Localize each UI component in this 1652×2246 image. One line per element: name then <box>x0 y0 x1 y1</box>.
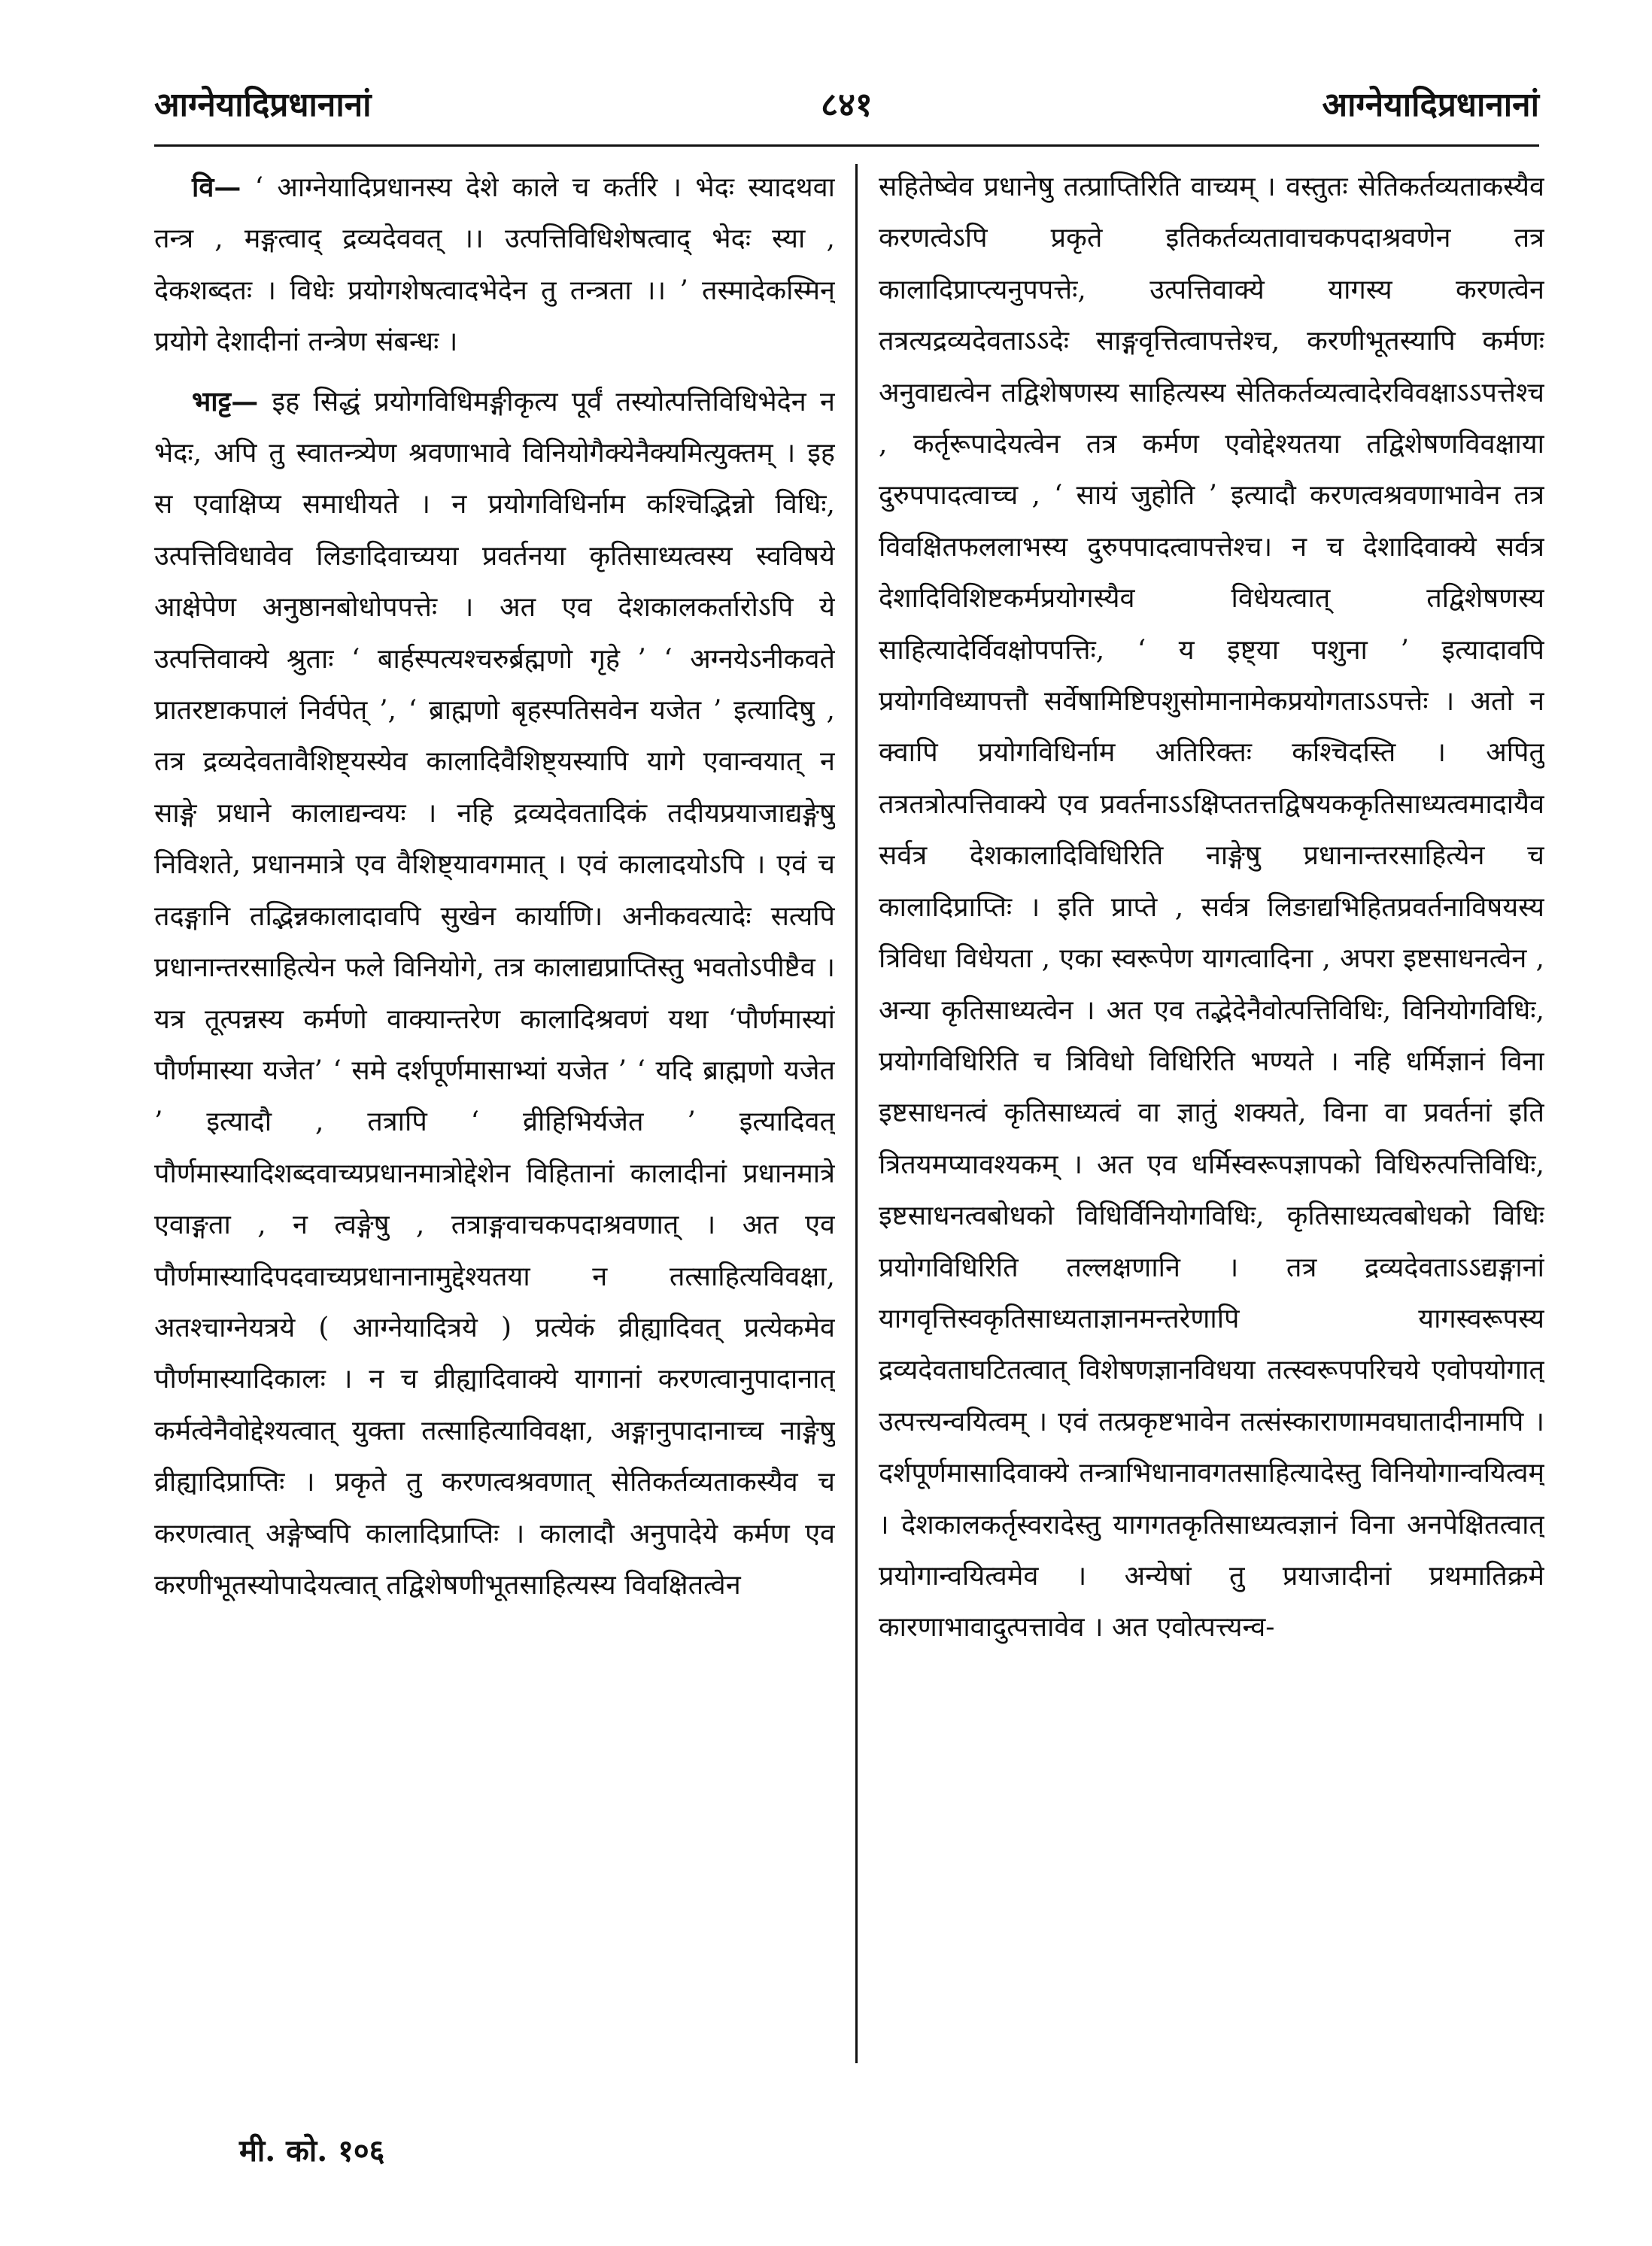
right-column-text: सहितेष्वेव प्रधानेषु तत्प्राप्तिरिति वाच्यम् । वस्तुतः सेतिकर्तव्यताकस्यैव करणत्वेऽपि प्रकृते इतिकर्तव्यतावाचकपदाश्रवणेन तत्र कालादिप्राप्त्यनुपपत्तेः, उत्पत्तिवाक्ये यागस्य करणत्वेन तत्रत्यद्रव्यदेवताऽऽदेः साङ्गवृत्तित्वापत्तेश्च, करणीभूतस्यापि कर्मणः अनुवाद्यत्वेन तद्विशेषणस्य साहित्यस्य सेतिकर्तव्यत्वादेरविवक्षाऽऽपत्तेश्च , कर्तृरूपादेयत्वेन तत्र कर्मण एवोद्देश्यतया तद्विशेषणविवक्षाया दुरुपपादत्वाच्च , ‘ सायं जुहोति ’ इत्यादौ करणत्वश्रवणाभावेन तत्र विवक्षितफललाभस्य दुरुपपादत्वापत्तेश्च। न च देशादिवाक्ये सर्वत्र देशादिविशिष्टकर्मप्रयोगस्यैव विधेयत्वात् तद्विशेषणस्य साहित्यादेर्विवक्षोपपत्तिः, ‘ य इष्ट्या पशुना ’ इत्यादावपि प्रयोगविध्यापत्तौ सर्वेषामिष्टिपशुसोमानामेकप्रयोगताऽऽपत्तेः । अतो न क्वापि प्रयोगविधिर्नाम अतिरिक्तः कश्चिदस्ति । अपितु तत्रतत्रोत्पत्तिवाक्ये एव प्रवर्तनाऽऽक्षिप्ततत्तद्विषयककृतिसाध्यत्वमादायैव सर्वत्र देशकालादिविधिरिति नाङ्गेषु प्रधानान्तरसाहित्येन च कालादिप्राप्तिः । इति प्राप्ते , सर्वत्र लिङाद्यभिहितप्रवर्तनाविषयस्य त्रिविधा विधेयता , एका स्वरूपेण यागत्वादिना , अपरा इष्टसाधनत्वेन , अन्या कृतिसाध्यत्वेन । अत एव तद्भेदेनैवोत्पत्तिविधिः, विनियोगविधिः, प्रयोगविधिरिति च त्रिविधो विधिरिति भण्यते । नहि धर्मिज्ञानं विना इष्टसाधनत्वं कृतिसाध्यत्वं वा ज्ञातुं शक्यते, विना वा प्रवर्तनां इति त्रितयमप्यावश्यकम् । अत एव धर्मिस्वरूपज्ञापको विधिरुत्पत्तिविधिः, इष्टसाधनत्वबोधको विधिर्विनियोगविधिः, कृतिसाध्यत्वबोधको विधिः प्रयोगविधिरिति तल्लक्षणानि । तत्र द्रव्यदेवताऽऽद्यङ्गानां यागवृत्तिस्वकृतिसाध्यताज्ञानमन्तरेणापि यागस्वरूपस्य द्रव्यदेवताघटितत्वात् विशेषणज्ञानविधया तत्स्वरूपपरिचये एवोपयोगात् उत्पत्त्यन्वयित्वम् । एवं तत्प्रकृष्टभावेन तत्संस्काराणामवघातादीनामपि । दर्शपूर्णमासादिवाक्ये तन्त्राभिधानावगतसाहित्यादेस्तु विनियोगान्वयित्वम् । देशकालकर्तृस्वरादेस्तु यागगतकृतिसाध्यत्वज्ञानं विना अनपेक्षितत्वात् प्रयोगान्वयित्वमेव । अन्येषां तु प्रयाजादीनां प्रथमातिक्रमे कारणाभावादुत्पत्तावेव । अत एवोत्पत्त्यन्व- <box>879 171 1544 1644</box>
page-header <box>154 83 1539 135</box>
page-number: ८४१ <box>821 86 873 124</box>
paragraph-vi-text: ‘ आग्नेयादिप्रधानस्य देशे काले च कर्तरि । भेदः स्यादथवा तन्त्र , मङ्गत्वाद् द्रव्यदेववत् ।। उत्पत्तिविधिशेषत्वाद् भेदः स्या , देकशब्दतः । विधेः प्रयोगशेषत्वादभेदेन तु तन्त्रता ।। ’ तस्मादेकस्मिन् प्रयोगे देशादीनां तन्त्रेण संबन्धः । <box>154 172 835 358</box>
paragraph-vi-lead: वि— <box>192 171 241 203</box>
paragraph-bhatta-text: इह सिद्धं प्रयोगविधिमङ्गीकृत्य पूर्वं तस्योत्पत्तिविधिभेदेन न भेदः, अपि तु स्वातन्त्र्येण श्रवणाभावे विनियोगैक्येनैक्यमित्युक्तम् । इह स एवाक्षिप्य समाधीयते । न प्रयोगविधिर्नाम कश्चिद्भिन्नो विधिः, उत्पत्तिविधावेव लिङादिवाच्यया प्रवर्तनया कृतिसाध्यत्वस्य स्वविषये आक्षेपेण अनुष्ठानबोधोपपत्तेः । अत एव देशकालकर्तारोऽपि ये उत्पत्तिवाक्ये श्रुताः ‘ बार्हस्पत्यश्चरुर्ब्रह्मणो गृहे ’ ‘ अग्नयेऽनीकवते प्रातरष्टाकपालं निर्वपेत् ’, ‘ ब्राह्मणो बृहस्पतिसवेन यजेत ’ इत्यादिषु , तत्र द्रव्यदेवतावैशिष्ट्यस्येव कालादिवैशिष्ट्यस्यापि यागे एवान्वयात् न साङ्गे प्रधाने कालाद्यन्वयः । नहि द्रव्यदेवतादिकं तदीयप्रयाजाद्यङ्गेषु निविशते, प्रधानमात्रे एव वैशिष्ट्यावगमात् । एवं कालादयोऽपि । एवं च तदङ्गानि तद्भिन्नकालादावपि सुखेन कार्याणि। अनीकवत्यादेः सत्यपि प्रधानान्तरसाहित्येन फले विनियोगे, तत्र कालाद्यप्राप्तिस्तु भवतोऽपीष्टैव । यत्र तूत्पन्नस्य कर्मणो वाक्यान्तरेण कालादिश्रवणं यथा ‘पौर्णमास्यां पौर्णमास्या यजेत’ ‘ समे दर्शपूर्णमासाभ्यां यजेत ’ ‘ यदि ब्राह्मणो यजेत ’ इत्यादौ , तत्रापि ‘ व्रीहिभिर्यजेत ’ इत्यादिवत् पौर्णमास्यादिशब्दवाच्यप्रधानमात्रोद्देशेन विहितानां कालादीनां प्रधानमात्रे एवाङ्गता , न त्वङ्गेषु , तत्राङ्गवाचकपदाश्रवणात् । अत एव पौर्णमास्यादिपदवाच्यप्रधानानामुद्देश्यतया न तत्साहित्यविवक्षा, अतश्चाग्नेयत्रये ( आग्नेयादित्रये ) प्रत्येकं व्रीह्यादिवत् प्रत्येकमेव पौर्णमास्यादिकालः । न च व्रीह्यादिवाक्ये यागानां करणत्वानुपादानात् कर्मत्वेनैवोद्देश्यत्वात् युक्ता तत्साहित्याविवक्षा, अङ्गानुपादानाच्च नाङ्गेषु व्रीह्यादिप्राप्तिः । प्रकृते तु करणत्वश्रवणात् सेतिकर्तव्यताकस्यैव च करणत्वात् अङ्गेष्वपि कालादिप्राप्तिः । कालादौ अनुपादेये कर्मण एव करणीभूतस्योपादेयत्वात् तद्विशेषणीभूतसाहित्यस्य विवक्षितत्वेन <box>154 386 835 1601</box>
signature-mark: मी. को. १०६ <box>239 2133 385 2169</box>
paragraph-bhatta <box>154 376 835 1612</box>
running-head-right: आग्नेयादिप्रधानानां <box>1322 86 1539 124</box>
paragraph-vi <box>154 162 835 369</box>
running-head-left: आग्नेयादिप्रधानानां <box>154 86 372 124</box>
left-column <box>154 162 835 2091</box>
right-column <box>879 162 1544 2091</box>
column-divider <box>855 164 858 2063</box>
header-rule <box>154 144 1539 147</box>
paragraph-bhatta-lead: भाट्ट— <box>192 385 259 417</box>
